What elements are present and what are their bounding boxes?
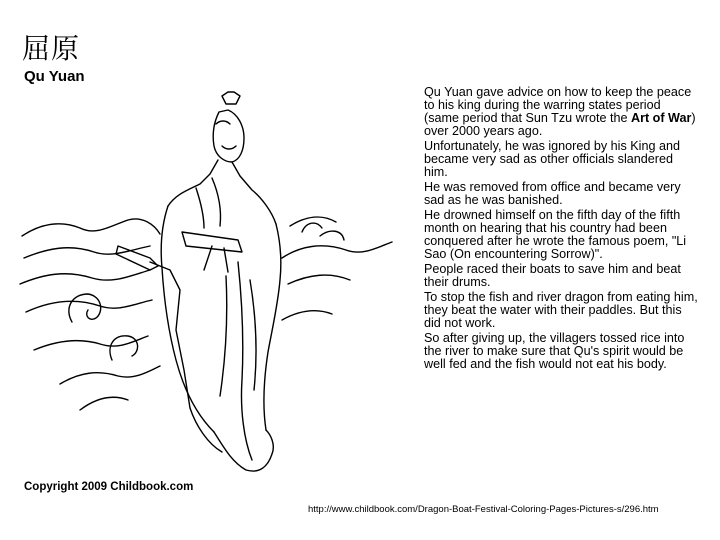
paragraph-7: So after giving up, the villagers tossed rice into the river to make sure that Qu's spirit would be well fed and the fish would not eat his body. — [424, 331, 685, 371]
figure-lines — [116, 92, 281, 471]
english-title: Qu Yuan — [24, 68, 85, 85]
story-text — [424, 86, 699, 373]
source-url: http://www.childbook.com/Dragon-Boat-Festival-Coloring-Pages-Pictures-s/296.htm — [308, 504, 659, 515]
paragraph-3: He was removed from office and became very sad as he was banished. — [424, 180, 681, 207]
paragraph-5: People raced their boats to save him and beat their drums. — [424, 262, 681, 289]
paragraph-2: Unfortunately, he was ignored by his King and became very sad as other officials slandered him. — [424, 139, 680, 179]
river-waves — [20, 217, 392, 410]
paragraph-1: Qu Yuan gave advice on how to keep the peace to his king during the warring states period (same period that Sun Tzu wrote the Art of War) over 2000 years ago. — [424, 85, 696, 138]
book-title: Art of War — [630, 111, 692, 125]
copyright-notice: Copyright 2009 Childbook.com — [24, 481, 194, 493]
paragraph-6: To stop the fish and river dragon from eating him, they beat the water with their paddles. But this did not work. — [424, 290, 698, 330]
paragraph-4: He drowned himself on the fifth day of the fifth month on hearing that his country had been conquered after he wrote the famous poem, "Li Sao (On encountering Sorrow)". — [424, 208, 687, 261]
chinese-title: 屈原 — [22, 32, 81, 65]
